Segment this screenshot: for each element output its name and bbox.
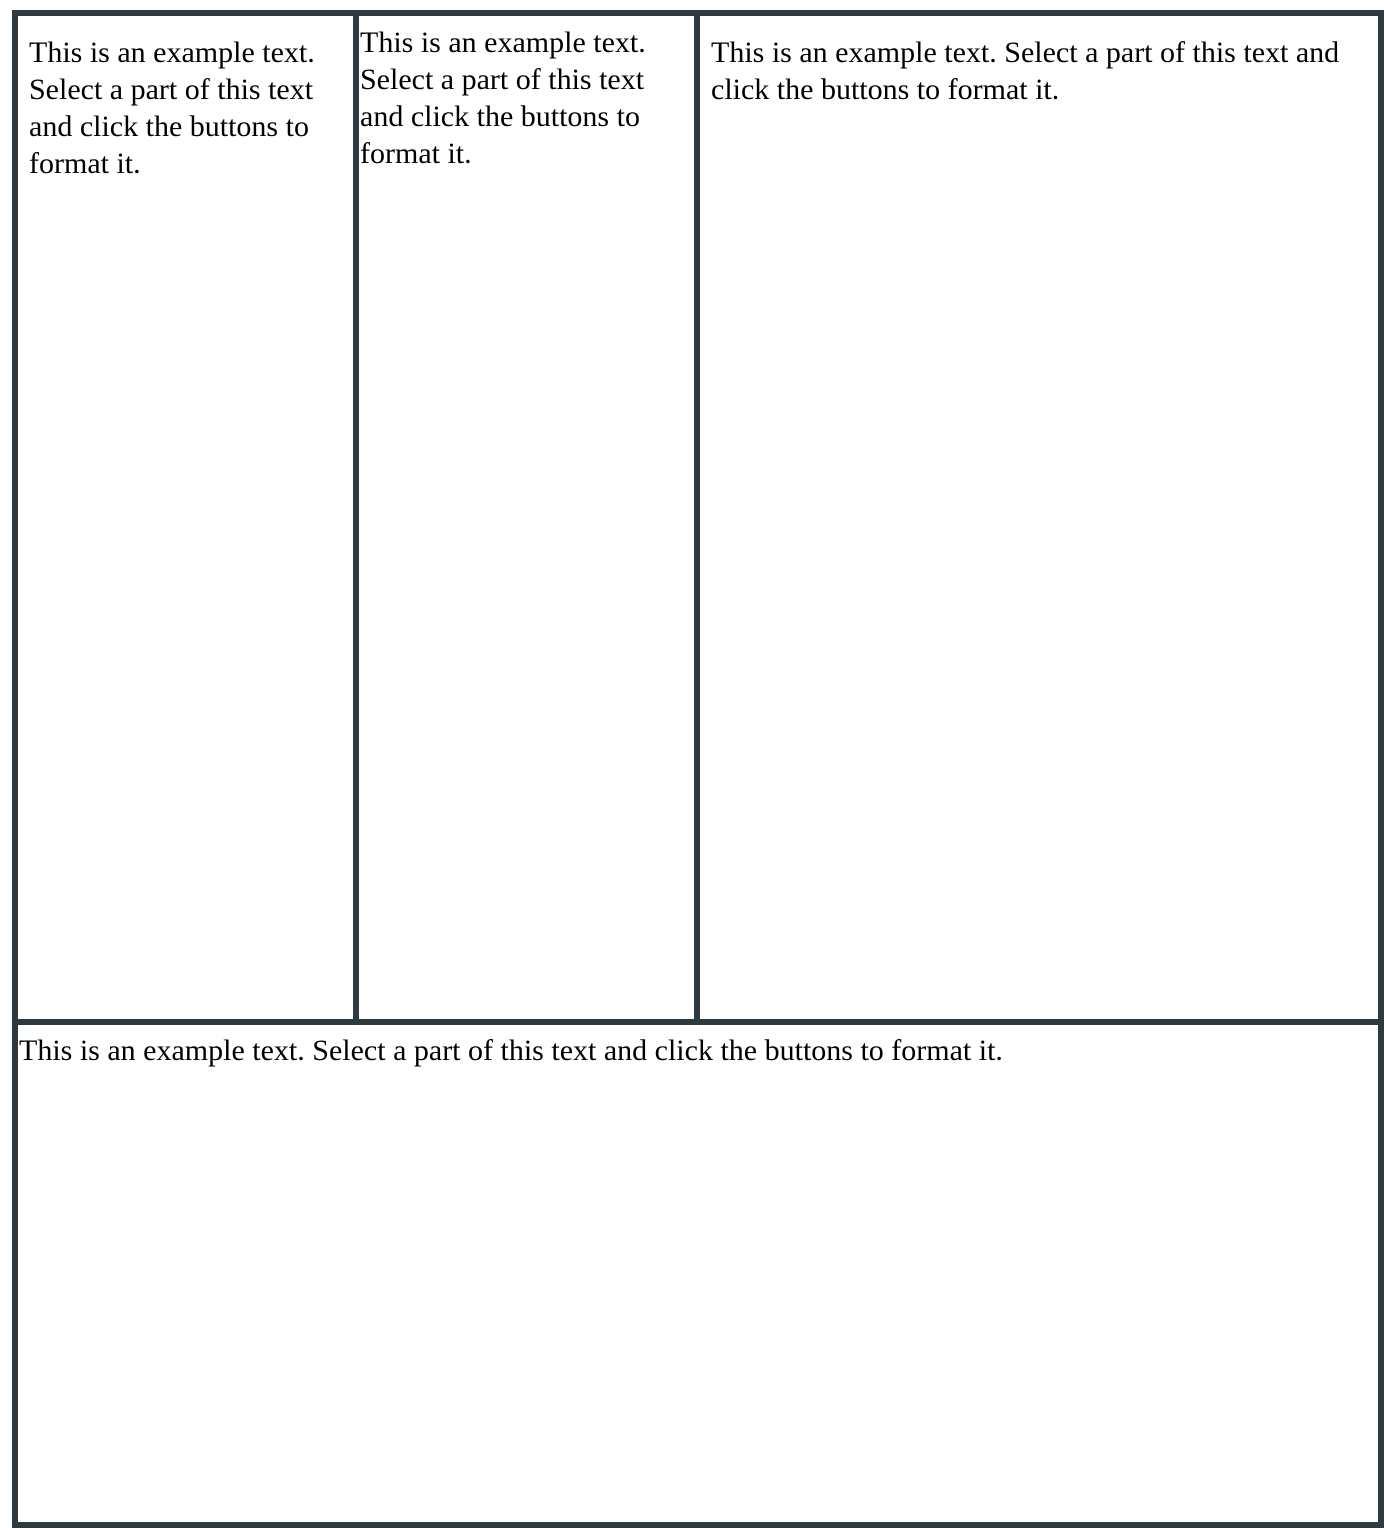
editable-text-box-2[interactable]: This is an example text. Select a part of this text and click the buttons to format it. [353,10,701,1026]
editable-text-box-4[interactable]: This is an example text. Select a part of this text and click the buttons to format it. [12,1019,1384,1528]
editable-text-box-1[interactable]: This is an example text. Select a part of this text and click the buttons to format it. [12,10,359,1026]
editable-text-box-3[interactable]: This is an example text. Select a part of this text and click the buttons to format it. [694,10,1384,1026]
